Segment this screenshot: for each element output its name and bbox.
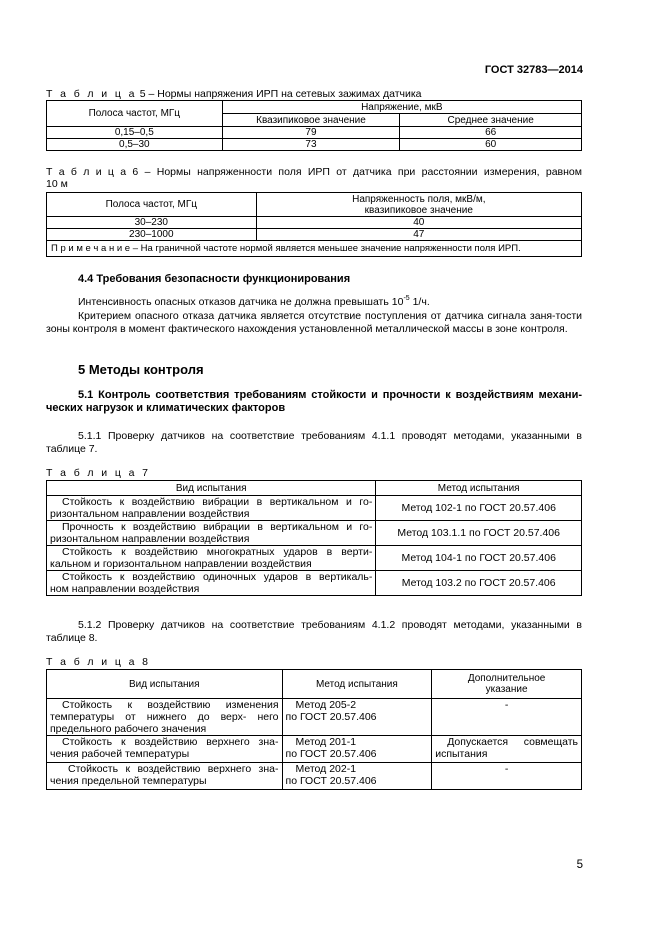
table8-header-test: Вид испытания	[47, 670, 283, 699]
table5	[46, 100, 582, 151]
table7-test-line2: кальном и горизонтальном направлении воздействия	[50, 558, 312, 570]
paragraph-5-1-1: 5.1.1 Проверку датчиков на соответствие требованиям 4.1.1 проводят методами, указанными в таблице 7.	[46, 430, 582, 455]
table8-cell-note	[432, 763, 582, 790]
table-row	[47, 127, 582, 139]
table8-test-line2: температуры от нижнего до верх- него	[50, 711, 279, 723]
table-row	[47, 763, 582, 790]
table5-caption-label: Т а б л и ц а	[46, 88, 137, 100]
table7-cell-test	[47, 496, 376, 521]
table5-cell-avg: 60	[400, 139, 582, 151]
table6-cell-value: 47	[256, 229, 581, 241]
table-row	[47, 521, 582, 546]
table-row	[47, 229, 582, 241]
table8-note-line1: Допускается совмещать	[447, 736, 578, 748]
table6	[46, 192, 582, 257]
table6-cell-band: 230–1000	[47, 229, 257, 241]
table-row	[47, 217, 582, 229]
table7-test-line2: ризонтальном направлении воздействия	[50, 508, 250, 520]
page-number: 5	[576, 859, 583, 871]
table7-cell-method: Метод 104-1 по ГОСТ 20.57.406	[376, 546, 582, 571]
table8-header-note-line1: Дополнительное	[467, 673, 546, 684]
table7-test-line1: Стойкость к воздействию многократных ударов в верти-	[62, 546, 373, 558]
table5-header-band: Полоса частот, МГц	[47, 101, 223, 127]
table8-note-line1: -	[504, 699, 509, 711]
section-4-4-title: 4.4 Требования безопасности функционирования	[78, 273, 351, 285]
table8-method-line2: по ГОСТ 20.57.406	[285, 775, 377, 787]
table5-header-qp: Квазипиковое значение	[222, 114, 400, 127]
table8-test-line1: Стойкость к воздействию верхнего зна-	[62, 736, 279, 748]
table8-cell-test	[47, 763, 283, 790]
table5-caption-text: 5 – Нормы напряжения ИРП на сетевых зажимах датчика	[139, 88, 422, 100]
table5-cell-qp: 73	[222, 139, 400, 151]
section-5-title: 5 Методы контроля	[78, 362, 204, 377]
table8-test-line3: предельного рабочего значения	[50, 723, 207, 735]
table7-caption: Т а б л и ц а 7	[46, 467, 151, 479]
table8-cell-method	[282, 699, 432, 736]
table-row	[47, 736, 582, 763]
table7	[46, 480, 582, 596]
table6-cell-value: 40	[256, 217, 581, 229]
table7-test-line2: ризонтальном направлении воздействия	[50, 533, 250, 545]
table8-header-note	[432, 670, 582, 699]
table7-cell-method: Метод 102-1 по ГОСТ 20.57.406	[376, 496, 582, 521]
table-row	[47, 699, 582, 736]
table7-cell-test	[47, 571, 376, 596]
table5-cell-band: 0,15–0,5	[47, 127, 223, 139]
table8-caption: Т а б л и ц а 8	[46, 656, 151, 668]
table6-caption-line2: 10 м	[46, 178, 68, 190]
table8-test-line1: Стойкость к воздействию изменения	[62, 699, 279, 711]
table8	[46, 669, 582, 790]
table5-caption	[46, 88, 422, 100]
table6-header-band: Полоса частот, МГц	[47, 193, 257, 217]
table8-note-line1: -	[504, 763, 509, 775]
table8-method-line2: по ГОСТ 20.57.406	[285, 748, 377, 760]
table8-test-line2: чения рабочей температуры	[50, 748, 190, 760]
table8-test-line2: чения предельной температуры	[50, 775, 207, 787]
section-4-4-paragraph-1	[78, 296, 582, 309]
table5-cell-avg: 66	[400, 127, 582, 139]
table6-header-field-line2: квазипиковое значение	[364, 204, 473, 216]
p1-text-pre: Интенсивность опасных отказов датчика не должна превышать 10	[78, 296, 404, 308]
table8-method-line1: Метод 202-1	[295, 763, 357, 775]
section-4-4-paragraph-2: Критерием опасного отказа датчика является отсутствие поступления от датчика сигнала заня-тости зоны контроля в момент фактического нахождения установленной металлической массы в зоне контроля.	[46, 310, 582, 335]
table5-header-voltage: Напряжение, мкВ	[222, 101, 581, 114]
table5-cell-band: 0,5–30	[47, 139, 223, 151]
table7-header-test: Вид испытания	[47, 481, 376, 496]
table-row	[47, 546, 582, 571]
table7-cell-test	[47, 546, 376, 571]
table7-cell-method: Метод 103.2 по ГОСТ 20.57.406	[376, 571, 582, 596]
table7-header-method: Метод испытания	[376, 481, 582, 496]
table8-header-method: Метод испытания	[282, 670, 432, 699]
p1-text-post: 1/ч.	[409, 296, 430, 308]
table7-cell-method: Метод 103.1.1 по ГОСТ 20.57.406	[376, 521, 582, 546]
table8-method-line1: Метод 205-2	[295, 699, 357, 711]
table8-note-line2: испытания	[435, 748, 488, 760]
table-row	[47, 496, 582, 521]
table6-caption-line1: Т а б л и ц а 6 – Нормы напряженности поля ИРП от датчика при расстоянии измерения, равном	[46, 166, 582, 178]
table6-note: П р и м е ч а н и е – На граничной частоте нормой является меньшее значение напряженности поля ИРП.	[47, 241, 582, 257]
table8-cell-method	[282, 736, 432, 763]
table-row	[47, 139, 582, 151]
table7-test-line2: ном направлении воздействия	[50, 583, 200, 595]
table6-caption	[46, 166, 582, 190]
p1-superscript: -5	[403, 295, 410, 302]
table-row	[47, 571, 582, 596]
table8-cell-method	[282, 763, 432, 790]
section-5-1-title: 5.1 Контроль соответствия требованиям стойкости и прочности к воздействиям механи-ческих нагрузок и климатических факторов	[46, 389, 582, 414]
table8-method-line1: Метод 201-1	[295, 736, 357, 748]
table7-test-line1: Прочность к воздействию вибрации в вертикальном и го-	[62, 521, 373, 533]
table7-test-line1: Стойкость к воздействию вибрации в вертикальном и го-	[62, 496, 373, 508]
table6-header-field	[256, 193, 581, 217]
table6-cell-band: 30–230	[47, 217, 257, 229]
paragraph-5-1-2: 5.1.2 Проверку датчиков на соответствие требованиям 4.1.2 проводят методами, указанными в таблице 8.	[46, 619, 582, 644]
table8-cell-test	[47, 736, 283, 763]
table8-method-line2: по ГОСТ 20.57.406	[285, 711, 377, 723]
table5-header-avg: Среднее значение	[400, 114, 582, 127]
table7-cell-test	[47, 521, 376, 546]
table5-cell-qp: 79	[222, 127, 400, 139]
table8-cell-note	[432, 699, 582, 736]
table6-header-field-line1: Напряженность поля, мкВ/м,	[352, 193, 486, 205]
table8-header-note-line2: указание	[485, 684, 528, 695]
table8-cell-test	[47, 699, 283, 736]
table8-test-line1: Стойкость к воздействию верхнего зна-	[68, 763, 279, 775]
table7-test-line1: Стойкость к воздействию одиночных ударов в вертикаль-	[62, 571, 373, 583]
table8-cell-note	[432, 736, 582, 763]
document-code: ГОСТ 32783—2014	[484, 64, 583, 76]
